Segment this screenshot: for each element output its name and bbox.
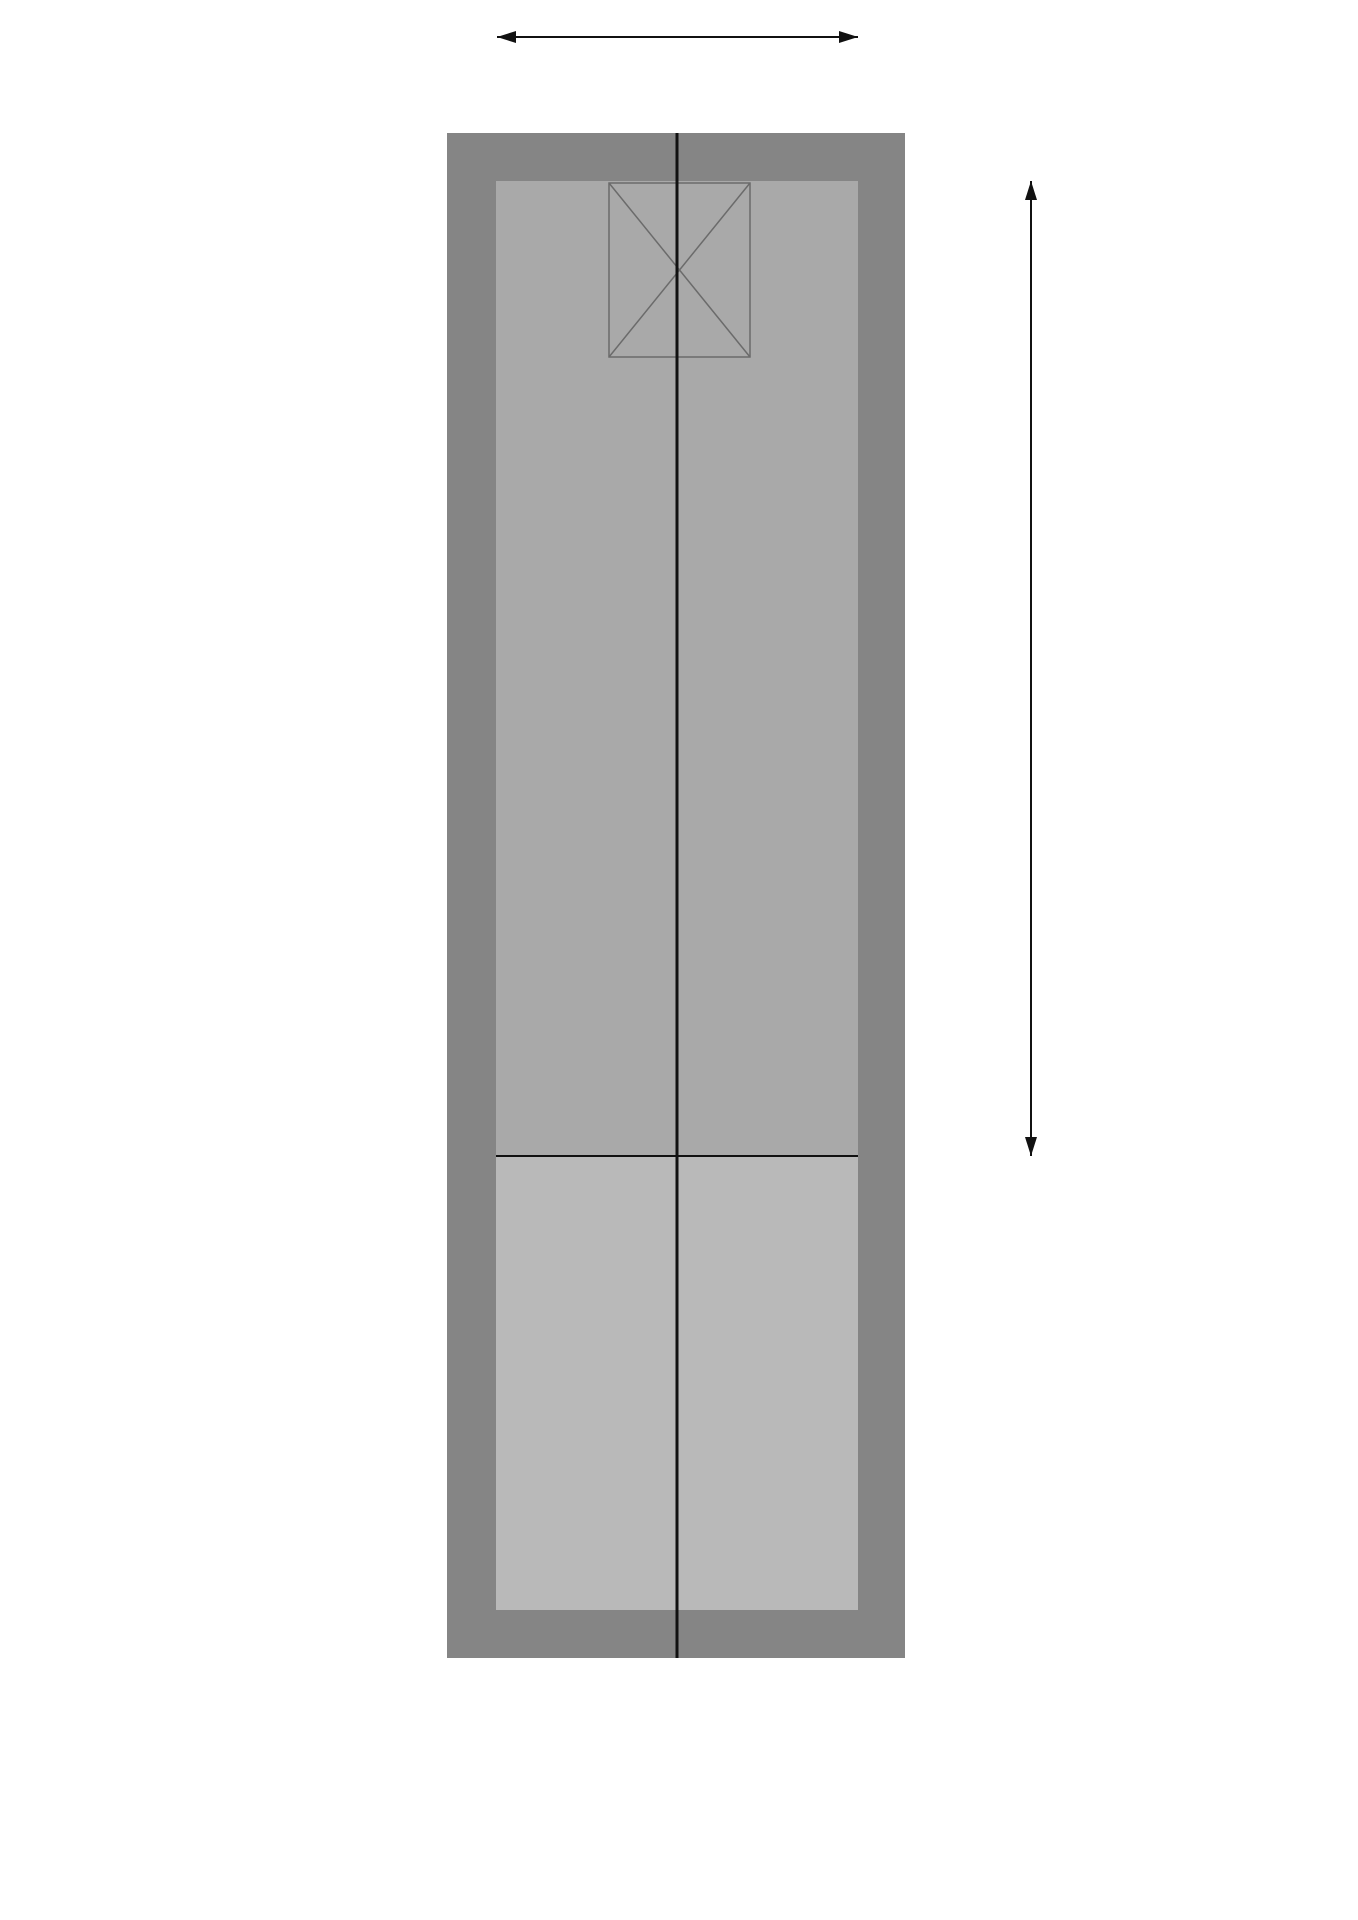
- width-dimension: [497, 31, 858, 43]
- height-dimension: [1025, 181, 1037, 1156]
